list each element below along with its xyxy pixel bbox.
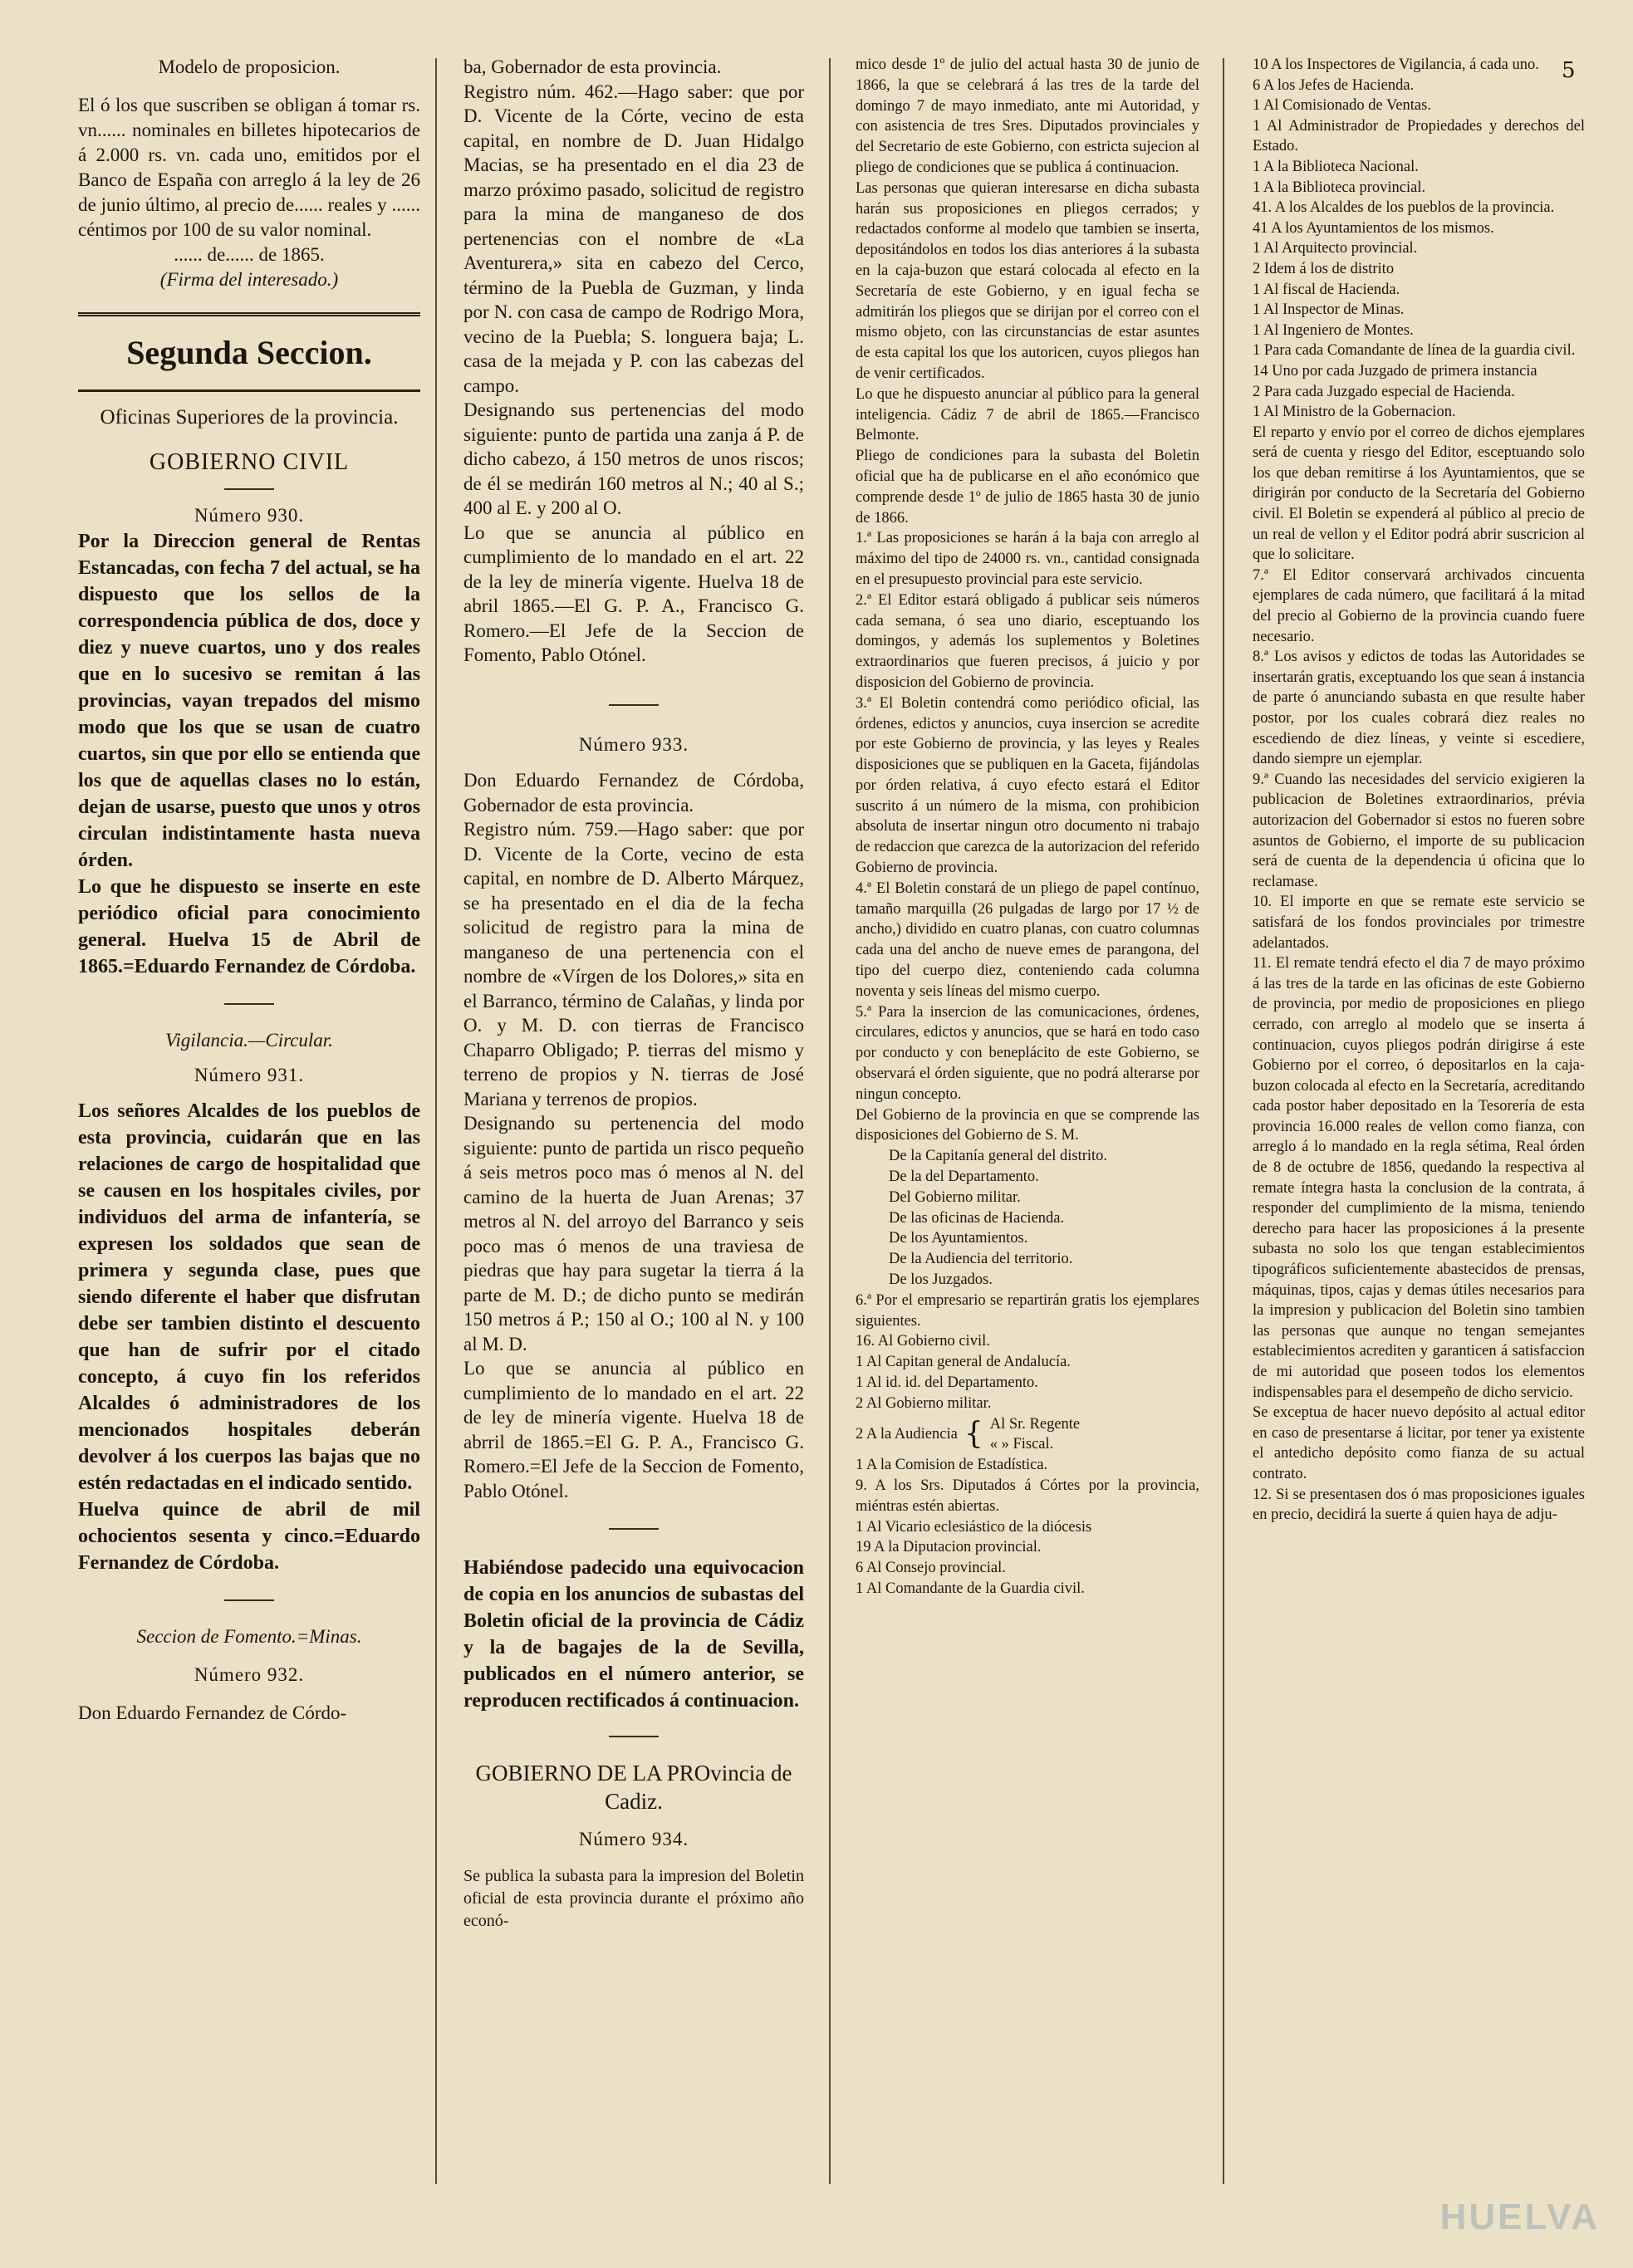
condicion-2: 2.ª El Editor estará obligado á publicar seis números cada semana, ó sea uno diario, esceptuando los domingos, y además los suplementos y Boletines extraordinarios que fueren precisos, á juicio y por disposicion del Gobierno de provincia. — [856, 591, 1199, 691]
list-item: 1 Al id. id. del Departamento. — [856, 1374, 1038, 1391]
numero-931: Número 931. — [194, 1065, 305, 1085]
col2-p1: ba, Gobernador de esta provincia. — [463, 56, 722, 77]
list-item: 1 Al fiscal de Hacienda. — [1253, 281, 1400, 298]
col3-pliego: Pliego de condiciones para la subasta del Boletin oficial que ha de publicarse en el año económico que comprende desde 1º de julio de 1865 hasta 30 de junio de 1866. — [856, 448, 1199, 527]
column-rule — [829, 58, 831, 2184]
section-title: Segunda Seccion. — [126, 334, 372, 371]
numero-934: Número 934. — [578, 1829, 689, 1849]
modelo-heading: Modelo de proposicion. — [158, 56, 341, 77]
distribution-list-cont — [1253, 55, 1585, 423]
list-item: 1 Al Inspector de Minas. — [1253, 301, 1405, 319]
col4-reparto: El reparto y envío por el correo de dichos ejemplares será de cuenta y riesgo del Editor, esceptuando solo los que deban remitirse á los Ayuntamientos, que se dirigirán por conducto de la Secretaría del Gobierno civil. El Boletin se expenderá al público al precio de un real de vellon y el Editor podrá abrir suscricion al que lo solicitare. — [1253, 424, 1585, 564]
list-item: 1 Al Comandante de la Guardia civil. — [856, 1580, 1085, 1597]
list-item: 1 A la Biblioteca Nacional. — [1253, 158, 1419, 175]
list-item: 1 A la Comision de Estadística. — [856, 1457, 1048, 1474]
gobierno-cadiz-heading: GOBIERNO DE LA PROvincia de Cadiz. — [475, 1761, 792, 1814]
list-item: 1 Al Ingeniero de Montes. — [1253, 321, 1414, 339]
list-item: 2 Al Gobierno militar. — [856, 1394, 992, 1412]
gobierno-civil-heading: GOBIERNO CIVIL — [149, 449, 350, 475]
list-item: 2 Idem á los de distrito — [1253, 260, 1395, 277]
condicion-9: 9.ª Cuando las necesidades del servicio exigieren la publicacion de Boletines extraordinarios, prévia autorizacion del Gobernador si estos no fueren sobre asuntos de Gobierno, el importe de su publicacion será de cuenta de la dependencia ú oficina que lo reclamase. — [1253, 771, 1585, 890]
numero-930: Número 930. — [194, 505, 305, 526]
list-item: Del Gobierno militar. — [889, 1188, 1021, 1206]
col3-p3: Lo que he dispuesto anunciar al público para la general inteligencia. Cádiz 7 de abril de 1865.—Francisco Belmonte. — [856, 385, 1199, 444]
audiencia-recipients — [990, 1414, 1080, 1456]
col2-se-publica: Se publica la subasta para la impresion del Boletin oficial de esta provincia durante el próximo año econó- — [463, 1866, 804, 1930]
audiencia-regente: Al Sr. Regente — [989, 1415, 1081, 1433]
condicion-11: 11. El remate tendrá efecto el dia 7 de mayo próximo á las tres de la tarde en las oficinas de este Gobierno de provincia, por medio de proposiciones en pliego cerrado, con arreglo al modelo que se inserta á continuacion, cuyos pliegos podrán dirigirse á este Gobierno por el correo, ó depositarlos en la caja-buzon colocada al efecto en la Secretaría, acreditando cada postor haber depositado en la Tesorería de esta provincia 16.000 reales de vellon como fianza, con arreglo á lo mandado en la regla sétima, Real órden de 8 de octubre de 1856, quedando la respectiva al remate íntegra hasta la conclusion de la contrata, á responder del cumplimiento de la misma, teniendo derecho para hacer las proposiciones á la presente subasta no solo los que tengan establecimientos tipográficos suficientemente abastecidos de prensas, máquinas, tipos, cajas y demas útiles necesarios para la impresion y publicacion del Boletin sino tambien las personas que aunque no tengan semejantes establecimientos acrediten y garanticen á satisfaccion de mi autoridad que poseen todos los elementos indispensables para el desempeño de dicho servicio. — [1253, 955, 1585, 1401]
column-4 — [1253, 55, 1585, 1526]
page-number: 5 — [1562, 58, 1576, 83]
list-item: 1 Al Comisionado de Ventas. — [1253, 97, 1431, 115]
oficinas-heading: Oficinas Superiores de la provincia. — [100, 406, 399, 429]
audiencia-group — [856, 1414, 1199, 1456]
numero-931-text: Los señores Alcaldes de los pueblos de esta provincia, cuidarán que en las relaciones de cargo de hospitalidad que se causen en los hospitales civiles, por individuos del arma de infantería, se expresen los soldados que sean de primera y segunda clase, pues que siendo diferente el haber que disfrutan debe ser tambien distinto el descuento que han de sufrir por el citado concepto, á cuyo fin los referidos Alcaldes ó administradores de los mencionados hospitales deberán devolver á los cuerpos las bajas que no estén redactadas en el indicado sentido. — [78, 1100, 420, 1494]
col3-p1: mico desde 1º de julio del actual hasta 30 de junio de 1866, la que se celebrará á las tres de la tarde del domingo 7 de mayo inmediato, ante mi Autoridad, y con asistencia de tres Sres. Diputados provinciales y del Secretario de este Gobierno, con estricta sujecion al pliego de condiciones que se publica á continuacion. — [856, 56, 1199, 176]
col2-registro-759: Registro núm. 759.—Hago saber: que por D. Vicente de la Corte, vecino de esta capital, en nombre de D. Alberto Márquez, se ha presentado en el dia de la fecha solicitud de registro para la mina de manganeso de una pertenencia con el nombre de «Vírgen de los Dolores,» sita en el Barranco, término de Calañas, y linda por O. y M. D. con tierras de Francisco Chaparro Obligado; P. tierras del mismo y terreno de propios y N. tierras de José Mariana y terrenos de propios. — [463, 819, 804, 1110]
col2-habiendose: Habiéndose padecido una equivocacion de copia en los anuncios de subastas del Boletin oficial de la provincia de Cádiz y la de bagajes de la de Sevilla, publicados en el número anterior, se reproducen rectificados á continuacion. — [463, 1557, 804, 1712]
column-rule — [435, 58, 437, 2184]
condicion-8: 8.ª Los avisos y edictos de todas las Autoridades se insertarán gratis, exceptuando los que sean á instancia de parte ó anunciando subasta en que resulte haber postor, por los cuales cobrará diez reales no escediendo de diez líneas, y veinte si escediere, dando siempre un ejemplar. — [1253, 649, 1585, 768]
short-divider — [609, 1736, 659, 1737]
list-item: 2 Para cada Juzgado especial de Hacienda. — [1253, 383, 1515, 400]
list-item: 41 A los Ayuntamientos de los mismos. — [1253, 219, 1494, 237]
divider — [78, 389, 420, 392]
short-divider — [224, 1599, 274, 1601]
condicion-7: 7.ª El Editor conservará archivados cincuenta ejemplares de cada número, que facilitará á la mitad del precio al Gobierno de la provincia cuando fuere necesario. — [1253, 566, 1585, 645]
divider — [78, 312, 420, 316]
list-item: De las oficinas de Hacienda. — [889, 1209, 1065, 1227]
list-item: De la del Departamento. — [889, 1168, 1039, 1186]
column-2 — [463, 55, 804, 1932]
list-item: 1 Para cada Comandante de línea de la guardia civil. — [1253, 342, 1576, 360]
short-divider — [224, 1003, 274, 1005]
list-item: 6 A los Jefes de Hacienda. — [1253, 76, 1415, 94]
col2-designando-2: Designando su pertenencia del modo siguiente: punto de partida un risco pequeño á seis metros poco mas ó menos al N. del camino de la huerta de Juan Arenas; 37 metros al N. del arroyo del Barranco y seis poco mas ó menos de una traviesa de piedras que hay para sugetar la tierra á la parte de M. D.; de dicho punto se medirán 150 metros á P.; 150 al O.; 100 al N. y 100 al M. D. — [463, 1113, 804, 1354]
condicion-1: 1.ª Las proposiciones se harán á la baja con arreglo al máximo del tipo de 24000 rs. vn., cantidad consignada en el presupuesto provincial para este servicio. — [856, 530, 1199, 588]
list-item: 14 Uno por cada Juzgado de primera instancia — [1253, 362, 1537, 380]
col2-anuncia: Lo que se anuncia al público en cumplimiento de lo mandado en el art. 22 de la ley de minería vigente. Huelva 18 de abril 1865.—El G. P. A., Francisco G. Romero.—El Jefe de la Seccion de Fomento, Pablo Otónel. — [463, 522, 804, 665]
numero-933: Número 933. — [578, 733, 689, 755]
short-divider — [609, 1528, 659, 1530]
col2-registro-462: Registro núm. 462.—Hago saber: que por D. Vicente de la Córte, vecino de esta capital, en nombre de D. Juan Hidalgo Macias, se ha presentado en el dia 23 de marzo próximo pasado, solicitud de registro para la mina de manganeso de dos pertenencias con el nombre de «La Aventurera,» sita en cabezo del Cerco, término de la Puebla de Guzman, y linda por N. con casa de campo de Rodrigo Mora, vecino de la Puebla; S. longuera baja; L. casa de la mejada y P. con las cabezas del campo. — [463, 81, 804, 396]
condicion-4: 4.ª El Boletin constará de un pliego de papel contínuo, tamaño marquilla (26 pulgadas de largo por 17 ½ de ancho,) dividido en cuatro planas, con cuatro columnas cada una del ancho de nueve emes de parangona, del tipo del cuerpo diez, conteniendo cada columna noventa y seis líneas del mismo cuerpo. — [856, 879, 1199, 1000]
col2-anuncia-2: Lo que se anuncia al público en cumplimiento de lo mandado en el art. 22 de ley de minería vigente. Huelva 18 de abrril de 1865.=El G. P. A., Francisco G. Romero.=El Jefe de la Seccion de Fomento, Pablo Otónel. — [463, 1358, 804, 1501]
list-item: 9. A los Srs. Diputados á Córtes por la provincia, miéntras estén abiertas. — [856, 1477, 1199, 1515]
condicion-12: 12. Si se presentasen dos ó mas proposiciones iguales en precio, decidirá la suerte á quien haya de adju- — [1253, 1486, 1585, 1524]
column-1 — [78, 55, 420, 1726]
modelo-text: El ó los que suscriben se obligan á tomar rs. vn...... nominales en billetes hipotecarios de á 2.000 rs. vn. cada uno, emitidos por el Banco de España con arreglo á la ley de 26 de junio último, al precio de...... reales y ...... céntimos por 100 de su valor nominal. — [78, 95, 420, 240]
condicion-10: 10. El importe en que se remate este servicio se satisfará de los fondos provinciales por trimestre adelantados. — [1253, 894, 1585, 952]
brace: { — [964, 1417, 983, 1452]
column-rule — [1223, 58, 1224, 2184]
list-item: 1 Al Vicario eclesiástico de la diócesis — [856, 1518, 1092, 1536]
list-item: De la Audiencia del territorio. — [889, 1251, 1073, 1268]
numero-932-start: Don Eduardo Fernandez de Córdo- — [78, 1702, 347, 1723]
list-item: De la Capitanía general del distrito. — [889, 1148, 1108, 1165]
list-item: 16. Al Gobierno civil. — [856, 1333, 990, 1350]
col2-designando: Designando sus pertenencias del modo siguiente: punto de partida una zanja á P. de dicho cabezo, á 150 metros de unos riscos; de él se medirán 160 metros al N.; 40 al S.; 400 al E. y 200 al O. — [463, 399, 804, 518]
column-3 — [856, 55, 1199, 1599]
condicion-5: 5.ª Para la insercion de las comunicaciones, órdenes, circulares, edictos y anuncios, que se hará en todo caso por conducto y con beneplácito de este Gobierno, se observará el órden siguiente, que no podrá alterarse por ningun concepto. — [856, 1003, 1199, 1103]
list-item: 1 Al Arquitecto provincial. — [1253, 240, 1418, 257]
col2-don-eduardo: Don Eduardo Fernandez de Córdoba, Gobernador de esta provincia. — [463, 770, 804, 816]
numero-930-closing: Lo que he dispuesto se inserte en este periódico oficial para conocimiento general. Huelva 15 de Abril de 1865.=Eduardo Fernandez de Córdoba. — [78, 876, 420, 977]
list-item: 41. A los Alcaldes de los pueblos de la provincia. — [1253, 199, 1555, 217]
list-item: 1 Al Capitan general de Andalucía. — [856, 1354, 1071, 1371]
fomento-heading: Seccion de Fomento.=Minas. — [136, 1626, 362, 1647]
distribution-list — [856, 1331, 1199, 1599]
numero-932: Número 932. — [194, 1664, 305, 1685]
short-divider — [224, 488, 274, 490]
order-list — [856, 1146, 1199, 1291]
condicion-3: 3.ª El Boletin contendrá como periódico oficial, las órdenes, edictos y anuncios, cuya insercion se acredite por este Gobierno de provincia, y las leyes y Reales disposiciones que se publiquen en la Gaceta, fijándolas por órden relativa, á cuyo efecto estará el Editor suscrito á un número de la misma, con prohibicion absoluta de insertar ningun otro documento ni trabajo de redaccion que carezca de la autorizacion del referido Gobierno de provincia. — [856, 694, 1199, 877]
modelo-date: ...... de...... de 1865. — [174, 244, 325, 265]
huelva-watermark — [1440, 2197, 1600, 2238]
list-item: 6 Al Consejo provincial. — [856, 1560, 1006, 1577]
audiencia-label: 2 A la Audiencia — [856, 1425, 958, 1443]
numero-930-text: Por la Direccion general de Rentas Estancadas, con fecha 7 del actual, se ha dispuesto que los sellos de la correspondencia pública de dos, doce y diez y nueve cuartos, uno y dos reales que en lo sucesivo se remitan á las provincias, vayan trepados del mismo modo que los que se usan de cuatro cuartos, sin que por ello se entienda que los que de aquellas clases no lo están, dejan de usarse, puesto que unos y otros circulan indistintamente hasta nueva órden. — [78, 531, 420, 871]
audiencia-fiscal: « » Fiscal. — [989, 1436, 1054, 1453]
list-item: 19 A la Diputacion provincial. — [856, 1539, 1042, 1556]
list-item: 1 Al Administrador de Propiedades y derechos del Estado. — [1253, 117, 1585, 155]
list-item: 10 A los Inspectores de Vigilancia, á cada uno. — [1253, 56, 1539, 73]
modelo-signature: (Firma del interesado.) — [159, 269, 339, 290]
list-item: De los Ayuntamientos. — [889, 1230, 1028, 1247]
vigilancia-heading: Vigilancia.—Circular. — [165, 1030, 333, 1051]
col4-exceptua: Se exceptua de hacer nuevo depósito al actual editor en caso de presentarse á licitar, por tener ya existente el antedicho depósito como fianza de su actual contrato. — [1253, 1404, 1585, 1482]
watermark-text: HUELVA — [1439, 2197, 1600, 2237]
list-item: De los Juzgados. — [889, 1271, 993, 1289]
list-item: 1 A la Biblioteca provincial. — [1253, 179, 1426, 196]
list-item: 1 Al Ministro de la Gobernacion. — [1253, 404, 1456, 421]
short-divider — [609, 704, 659, 706]
numero-931-closing: Huelva quince de abril de mil ochocientos sesenta y cinco.=Eduardo Fernandez de Córdoba. — [78, 1499, 420, 1574]
condicion-5b: Del Gobierno de la provincia en que se comprende las disposiciones del Gobierno de S. M. — [856, 1106, 1199, 1144]
condicion-6: 6.ª Por el empresario se repartirán gratis los ejemplares siguientes. — [856, 1291, 1199, 1330]
col3-p2: Las personas que quieran interesarse en dicha subasta harán sus proposiciones en pliegos cerrados; y redactados conforme al modelo que tambien se inserta, depositándolos en todos los dias anteriores á la subasta en la caja-buzon que estará colocada al efecto en la Secretaría de este Gobierno, y en igual fecha se admitirán los pliegos que se dirijan por el correo con el mismo objeto, con las circunstancias de estar asuntes de esta capital los que los autoricen, cuyos pliegos han de venir certificados. — [856, 179, 1199, 382]
